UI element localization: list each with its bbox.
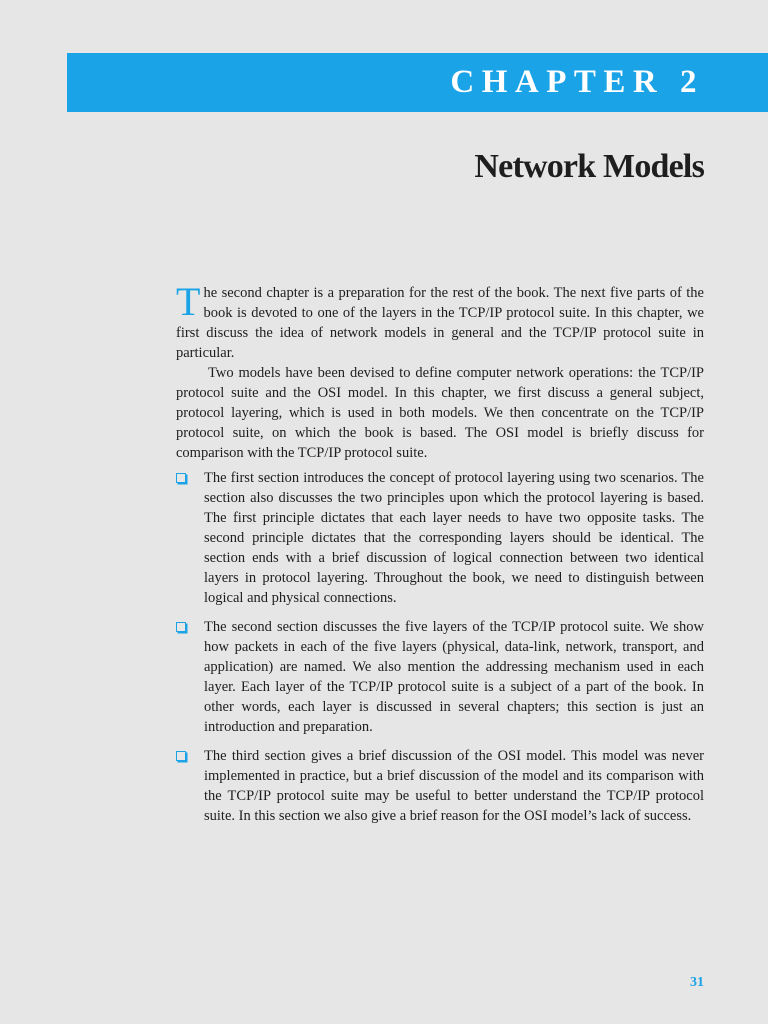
chapter-banner: [67, 53, 768, 112]
intro-paragraph-1-text: he second chapter is a preparation for the rest of the book. The next five parts of the book is devoted to one of the layers in the TCP/IP protocol suite. In this chapter, we first discuss the idea of network models in general and the TCP/IP protocol suite in particular.: [176, 285, 704, 361]
list-item: [176, 746, 704, 826]
intro-paragraph-1: [176, 279, 704, 363]
chapter-label: CHAPTER 2: [450, 64, 704, 100]
chapter-title: Network Models: [474, 148, 704, 185]
section-overview-list: [176, 468, 704, 835]
checkbox-bullet-icon: [176, 751, 186, 761]
list-item: [176, 617, 704, 737]
drop-cap: T: [176, 279, 201, 324]
list-item-text: The first section introduces the concept of protocol layering using two scenarios. The section also discusses the two principles upon which the protocol layering is based. The first principle dictates that each layer needs to have two opposite tasks. The second principle dictates that the corresponding layers should be identical. The section ends with a brief discussion of logical connection between two identical layers in protocol layering. Throughout the book, we need to distinguish between logical and physical connections.: [204, 470, 704, 606]
list-item: [176, 468, 704, 608]
page-number: 31: [690, 975, 704, 990]
list-item-text: The third section gives a brief discussion of the OSI model. This model was never implemented in practice, but a brief discussion of the model and its comparison with the TCP/IP protocol suite may be useful to better understand the TCP/IP protocol suite. In this section we also give a brief reason for the OSI model’s lack of success.: [204, 748, 704, 824]
checkbox-bullet-icon: [176, 622, 186, 632]
checkbox-bullet-icon: [176, 473, 186, 483]
intro-paragraph-2: Two models have been devised to define computer network operations: the TCP/IP protocol suite and the OSI model. In this chapter, we first discuss a general subject, protocol layering, which is used in both models. We then concentrate on the TCP/IP protocol suite, on which the book is based. The OSI model is briefly discuss for comparison with the TCP/IP protocol suite.: [176, 365, 704, 461]
intro-section: [176, 279, 704, 463]
list-item-text: The second section discusses the five layers of the TCP/IP protocol suite. We show how packets in each of the five layers (physical, data-link, network, transport, and application) are named. We also mention the addressing mechanism used in each layer. Each layer of the TCP/IP protocol suite is a subject of a part of the book. In other words, each layer is discussed in several chapters; this section is just an introduction and preparation.: [204, 619, 704, 735]
